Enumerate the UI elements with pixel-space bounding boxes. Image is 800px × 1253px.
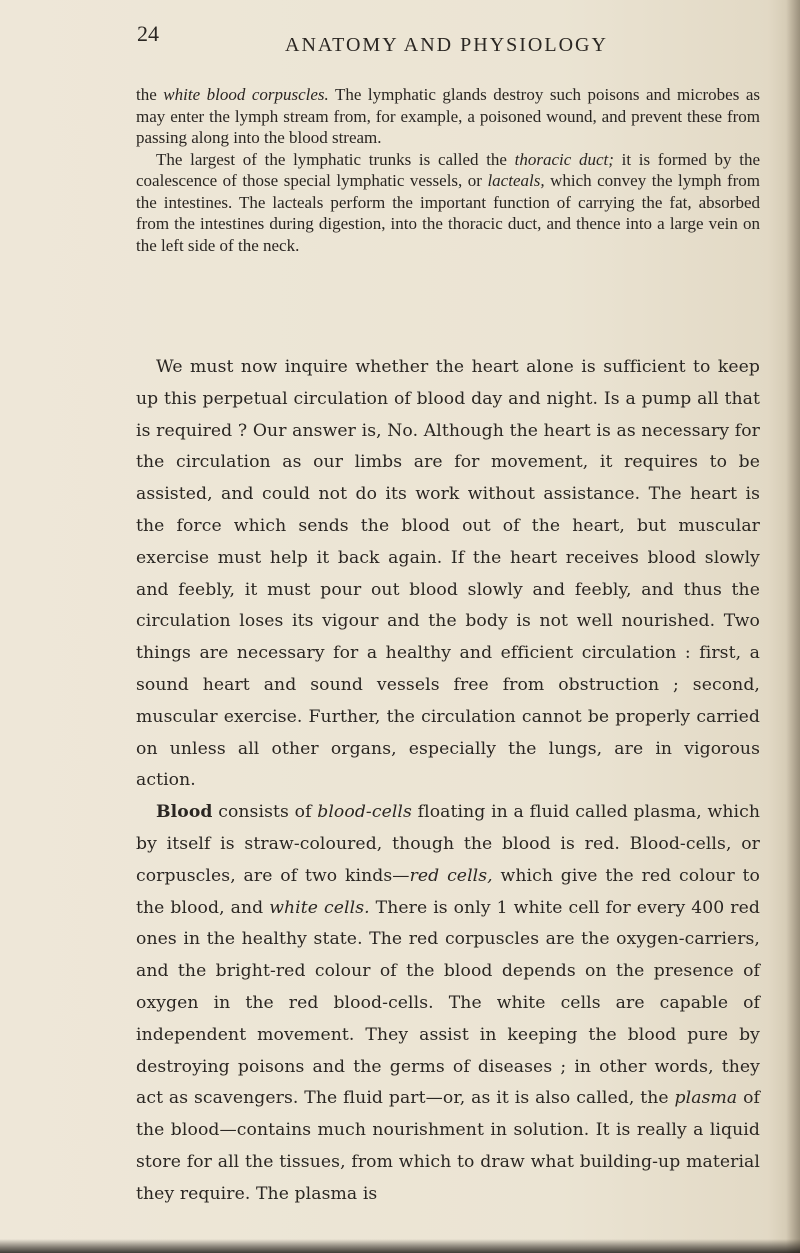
- italic-term: thoracic duct;: [514, 149, 614, 169]
- small-print-section: [136, 84, 760, 256]
- italic-term: blood-cells: [317, 802, 412, 823]
- italic-term: lacteals,: [487, 171, 545, 190]
- paragraph-white-corpuscles: the white blood corpuscles. The lymphatic glands destroy such poisons and microbes as may enter the lymph stream from, for example, a poisoned wound, and prevent these from passing along into the blood stream.: [136, 85, 760, 147]
- italic-term: white cells.: [269, 897, 370, 918]
- italic-term: red cells,: [409, 865, 493, 886]
- bold-lead-in: Blood: [156, 802, 213, 823]
- body-text-section: [136, 352, 760, 1211]
- page-edge-shadow: [786, 0, 800, 1253]
- paragraph-circulation: We must now inquire whether the heart alone is sufficient to keep up this perpetual circulation of blood day and night. Is a pump all that is required ? Our answer is, No. Although the heart is as necessary for the circulation as our limbs are for movement, it requires to be assisted, and could not do its work without assistance. The heart is the force which sends the blood out of the heart, but muscular exercise must help it back again. If the heart receives blood slowly and feebly, it must pour out blood slowly and feebly, and thus the circulation loses its vigour and the body is not well nourished. Two things are necessary for a healthy and efficient circulation : first, a sound heart and sound vessels free from obstruction ; second, muscular exercise. Further, the circulation cannot be properly carried on unless all other organs, especially the lungs, are in vigorous action.: [136, 357, 760, 791]
- scan-bottom-edge: [0, 1239, 800, 1253]
- italic-term: plasma: [674, 1088, 738, 1109]
- italic-term: white blood corpuscles.: [163, 85, 329, 104]
- paragraph-thoracic-duct: The largest of the lymphatic trunks is called the thoracic duct; it is formed by the coalescence of those special lymphatic vessels, or lacteals, which convey the lymph from the intestines. The lacteals perform the important function of carrying the fat, absorbed from the intestines during digestion, into the thoracic duct, and thence into a large vein on the left side of the neck.: [136, 149, 760, 255]
- paragraph-blood: Blood consists of blood-cells floating in a fluid called plasma, which by itself is straw-coloured, though the blood is red. Blood-cells, or corpuscles, are of two kinds—red cells, which give the red colour to the blood, and white cells. There is only 1 white cell for every 400 red ones in the healthy state. The red corpuscles are the oxygen-carriers, and the bright-red colour of the blood depends on the presence of oxygen in the red blood-cells. The white cells are capable of independent movement. They assist in keeping the blood pure by destroying poisons and the germs of diseases ; in other words, they act as scavengers. The fluid part—or, as it is also called, the plasma of the blood—contains much nourishment in solution. It is really a liquid store for all the tissues, from which to draw what building-up material they require. The plasma is: [136, 802, 760, 1204]
- page-number: 24: [137, 21, 159, 46]
- running-head: ANATOMY AND PHYSIOLOGY: [285, 34, 608, 56]
